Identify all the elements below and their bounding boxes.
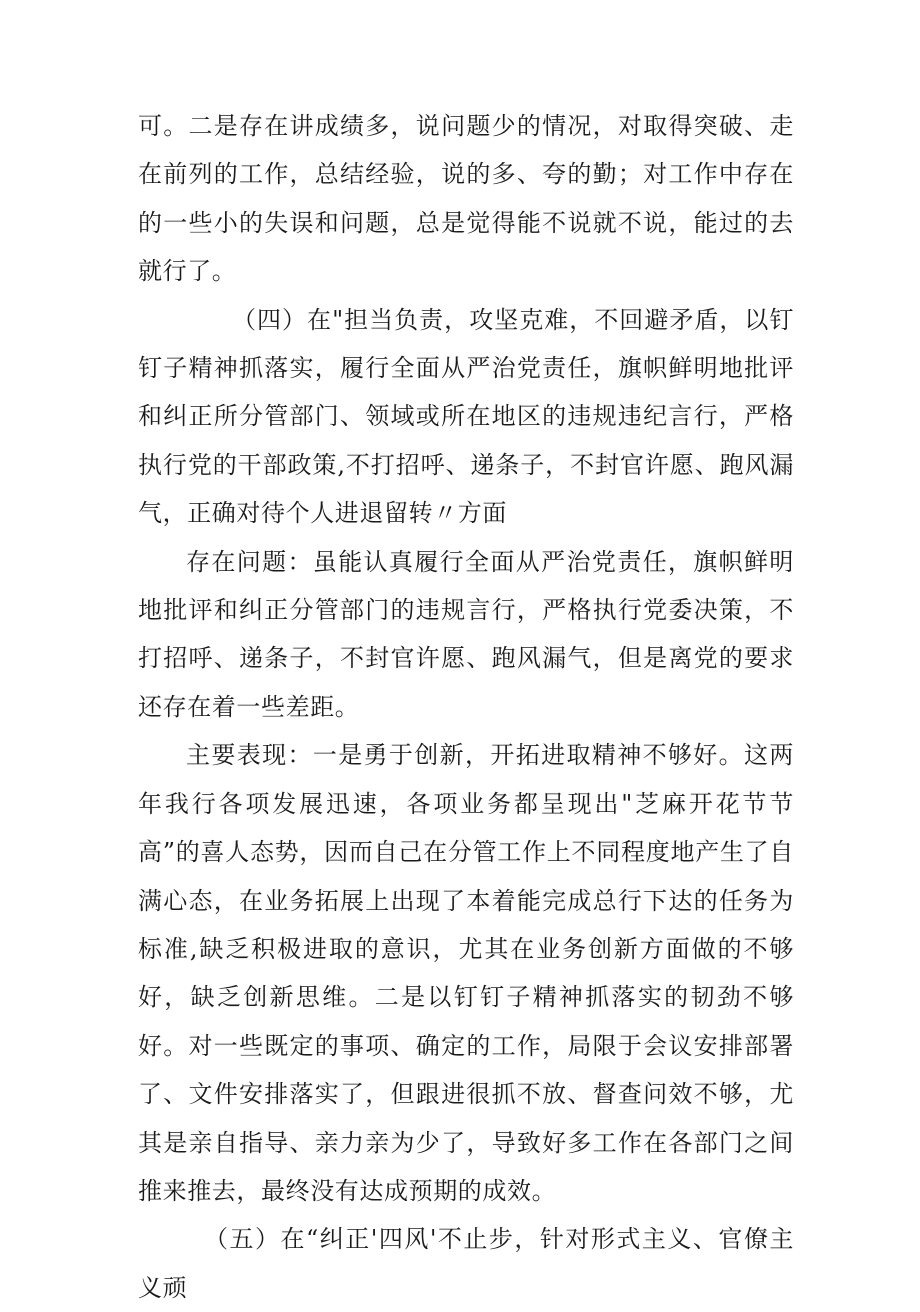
existing-problems-paragraph: 存在问题：虽能认真履行全面从严治党责任，旗帜鲜明地批评和纠正分管部门的违规言行，严格执行党委决策，不打招呼、递条子，不封官许愿、跑风漏气，但是离党的要求还存在着一些差距。 <box>138 547 794 721</box>
section-four-heading: （四）在"担当负责，攻坚克难，不回避矛盾，以钉钉子精神抓落实，履行全面从严治党责任，旗帜鲜明地批评和纠正所分管部门、领域或所在地区的违规违纪言行，严格执行党的干部政策,不打招呼、递条子，不封官许愿、跑风漏气，正确对待个人进退留转〃方面 <box>138 305 794 528</box>
section-five-heading: （五）在“纠正'四风'不止步，针对形式主义、官僚主义顽 <box>138 1225 794 1302</box>
document-body <box>138 102 794 1312</box>
paragraph-continuation: 可。二是存在讲成绩多，说问题少的情况，对取得突破、走在前列的工作，总结经验，说的多、夸的勤；对工作中存在的一些小的失误和问题，总是觉得能不说就不说，能过的去就行了。 <box>138 112 794 286</box>
main-manifestations-paragraph: 主要表现：一是勇于创新，开拓进取精神不够好。这两年我行各项发展迅速，各项业务都呈现出"芝麻开花节节高”的喜人态势，因而自己在分管工作上不同程度地产生了自满心态，在业务拓展上出现了本着能完成总行下达的任务为标准,缺乏积极进取的意识，尤其在业务创新方面做的不够好，缺乏创新思维。二是以钉钉子精神抓落实的韧劲不够好。对一些既定的事项、确定的工作，局限于会议安排部署了、文件安排落实了，但跟进很抓不放、督查问效不够，尤其是亲自指导、亲力亲为少了，导致好多工作在各部门之间推来推去，最终没有达成预期的成效。 <box>138 741 794 1205</box>
